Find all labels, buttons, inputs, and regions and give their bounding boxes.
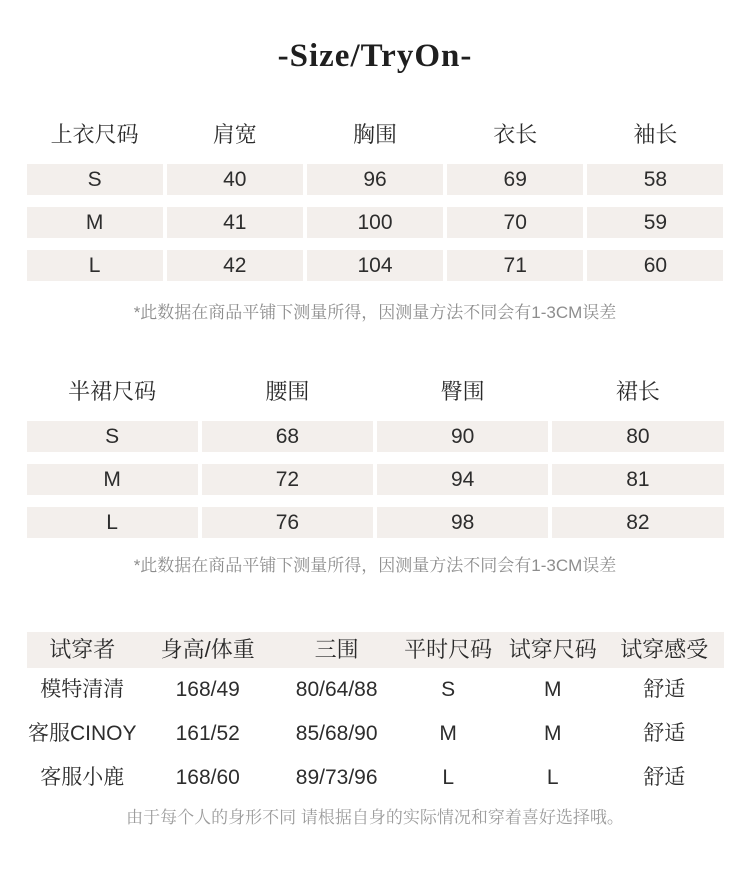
measurement-note-top: *此数据在商品平铺下测量所得，因测量方法不同会有1-3CM误差 — [133, 303, 617, 322]
value-cell: S — [441, 678, 456, 701]
column-header-skirt-length: 裙长 — [615, 379, 660, 404]
measurement-note-skirt: *此数据在商品平铺下测量所得，因测量方法不同会有1-3CM误差 — [133, 556, 617, 575]
value-cell: 100 — [307, 207, 443, 238]
value-cell: 72 — [202, 464, 373, 495]
table-row — [27, 250, 724, 281]
column-header-top-size: 上衣尺码 — [50, 122, 139, 147]
value-cell: 89/73/96 — [295, 766, 378, 789]
size-cell: L — [27, 507, 198, 538]
size-cell: M — [27, 464, 198, 495]
value-cell: 70 — [447, 207, 583, 238]
value-cell: M — [543, 722, 562, 745]
value-cell: 68 — [202, 421, 373, 452]
column-header-height-weight: 身高/体重 — [160, 637, 255, 662]
column-header-measurements: 三围 — [314, 637, 359, 662]
value-cell: 94 — [377, 464, 548, 495]
value-cell: 76 — [202, 507, 373, 538]
column-header-length: 衣长 — [493, 122, 538, 147]
size-cell: L — [27, 250, 163, 281]
value-cell: 80 — [552, 421, 723, 452]
person-cell: 客服CINOY — [28, 722, 137, 745]
column-header-waist: 腰围 — [265, 379, 310, 404]
value-cell: 104 — [307, 250, 443, 281]
top-size-table-header-row — [27, 120, 724, 150]
page-title: -Size/TryOn- — [277, 38, 473, 74]
table-row — [27, 164, 724, 195]
table-row — [27, 421, 724, 452]
value-cell: 42 — [167, 250, 303, 281]
selection-advice-note: 由于每个人的身形不同 请根据自身的实际情况和穿着喜好选择哦。 — [126, 808, 624, 827]
size-cell: M — [27, 207, 163, 238]
value-cell: 90 — [377, 421, 548, 452]
value-cell: 41 — [167, 207, 303, 238]
column-header-usual-size: 平时尺码 — [404, 637, 493, 662]
value-cell: 96 — [307, 164, 443, 195]
value-cell: 85/68/90 — [295, 722, 378, 745]
value-cell: 71 — [447, 250, 583, 281]
table-row — [27, 712, 724, 756]
tryon-table-header-row — [27, 632, 724, 668]
person-cell: 模特清清 — [40, 678, 125, 701]
value-cell: 60 — [587, 250, 723, 281]
size-cell: S — [27, 164, 163, 195]
value-cell: 80/64/88 — [295, 678, 378, 701]
value-cell: 舒适 — [643, 766, 686, 789]
column-header-shoulder: 肩宽 — [212, 122, 257, 147]
column-header-tryon-person: 试穿者 — [49, 637, 116, 662]
value-cell: 161/52 — [175, 722, 240, 745]
table-row — [27, 668, 724, 712]
value-cell: 81 — [552, 464, 723, 495]
value-cell: L — [546, 766, 559, 789]
table-row — [27, 207, 724, 238]
column-header-bust: 胸围 — [352, 122, 397, 147]
size-cell: S — [27, 421, 198, 452]
value-cell: 98 — [377, 507, 548, 538]
value-cell: 168/49 — [175, 678, 240, 701]
top-size-table — [27, 120, 724, 281]
value-cell: 82 — [552, 507, 723, 538]
table-row — [27, 464, 724, 495]
value-cell: 168/60 — [175, 766, 240, 789]
value-cell: 40 — [167, 164, 303, 195]
value-cell: M — [439, 722, 457, 745]
value-cell: 舒适 — [643, 678, 686, 701]
column-header-hip: 臀围 — [440, 379, 485, 404]
column-header-skirt-size: 半裙尺码 — [68, 379, 157, 404]
table-row — [27, 507, 724, 538]
skirt-size-table — [27, 377, 724, 538]
person-cell: 客服小鹿 — [40, 766, 125, 789]
column-header-tryon-feel: 试穿感受 — [620, 637, 709, 662]
value-cell: 58 — [587, 164, 723, 195]
value-cell: 59 — [587, 207, 723, 238]
value-cell: M — [543, 678, 562, 701]
column-header-sleeve: 袖长 — [633, 122, 678, 147]
column-header-tryon-size: 试穿尺码 — [508, 637, 597, 662]
tryon-table — [27, 632, 724, 800]
skirt-size-table-header-row — [27, 377, 724, 407]
value-cell: 舒适 — [643, 722, 686, 745]
value-cell: 69 — [447, 164, 583, 195]
table-row — [27, 756, 724, 800]
value-cell: L — [442, 766, 455, 789]
